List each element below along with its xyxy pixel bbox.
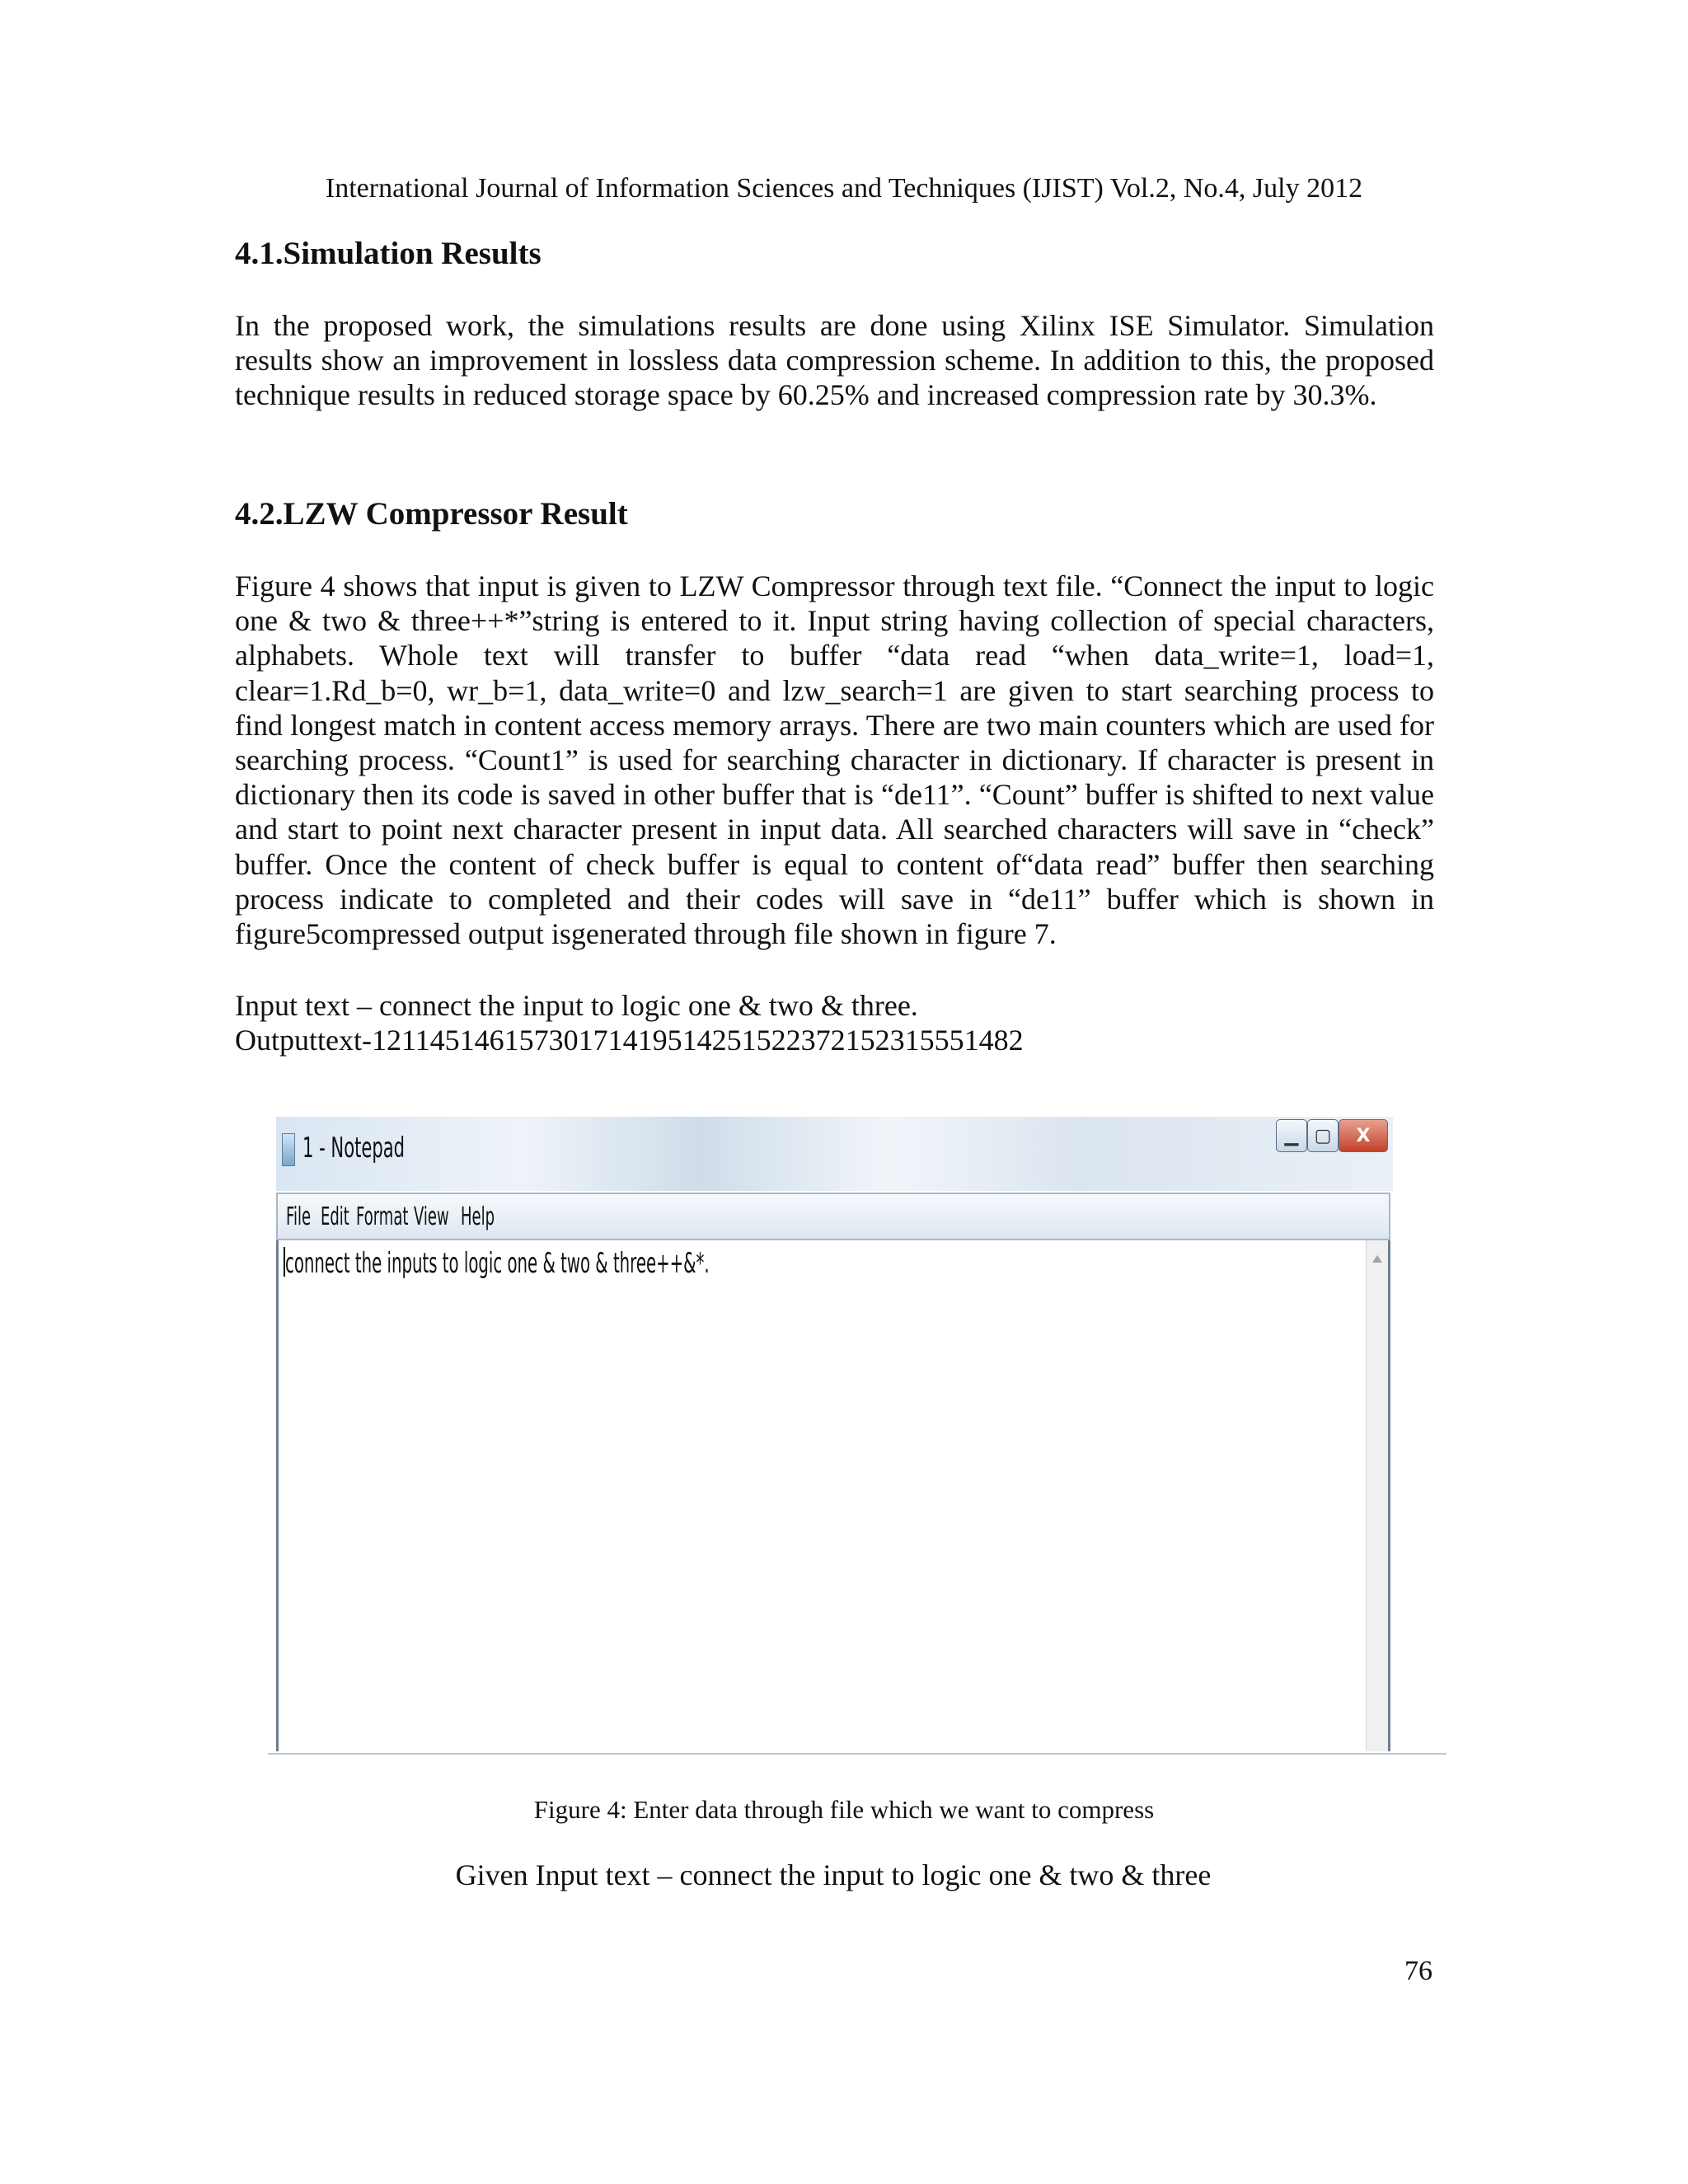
- journal-header: International Journal of Information Sciences and Techniques (IJIST) Vol.2, No.4, July 2012: [325, 173, 1363, 204]
- notepad-text-area[interactable]: [276, 1240, 1390, 1751]
- page-number: 76: [1404, 1956, 1432, 1986]
- output-text-line: Outputtext-12114514615730171419514251522372152315551482: [235, 1024, 1024, 1057]
- maximize-icon: ▢: [1314, 1125, 1332, 1146]
- notepad-window-title: 1 - Notepad: [302, 1132, 405, 1165]
- simulation-results-paragraph: In the proposed work, the simulations results are done using Xilinx ISE Simulator. Simulation results show an improvement in lossless data compression scheme. In addition to this, the proposed technique results in reduced storage space by 60.25% and increased compression rate by 30.3%.: [235, 309, 1434, 412]
- given-input-text: Given Input text – connect the input to logic one & two & three: [455, 1858, 1212, 1891]
- notepad-title-bar: [276, 1117, 1393, 1191]
- section-heading-lzw-compressor: 4.2.LZW Compressor Result: [235, 496, 628, 532]
- notepad-app-icon: [282, 1133, 295, 1166]
- minimize-button[interactable]: [1276, 1119, 1307, 1152]
- window-controls: [1276, 1119, 1390, 1152]
- menu-view[interactable]: View: [414, 1202, 449, 1231]
- close-button[interactable]: [1339, 1119, 1388, 1152]
- menu-format[interactable]: Format: [356, 1202, 409, 1231]
- menu-help[interactable]: Help: [461, 1202, 495, 1231]
- scroll-up-arrow-icon[interactable]: [1372, 1255, 1382, 1263]
- section-heading-simulation-results: 4.1.Simulation Results: [235, 236, 542, 271]
- notepad-screenshot: [276, 1117, 1393, 1751]
- figure-bottom-rule: [268, 1753, 1447, 1755]
- notepad-menu-bar: [276, 1193, 1390, 1240]
- figure-caption: Figure 4: Enter data through file which we want to compress: [533, 1795, 1155, 1824]
- vertical-scrollbar[interactable]: [1366, 1240, 1388, 1751]
- menu-edit[interactable]: Edit: [321, 1202, 349, 1231]
- minimize-icon: ▁: [1284, 1125, 1299, 1146]
- menu-file[interactable]: File: [286, 1202, 312, 1231]
- lzw-compressor-paragraph: Figure 4 shows that input is given to LZW Compressor through text file. “Connect the input to logic one & two & three++*”string is entered to it. Input string having collection of special characters, alphabets. Whole text will transfer to buffer “data read “when data_write=1, load=1, clear=1.Rd_b=0, wr_b=1, data_write=0 and lzw_search=1 are given to start searching process to find longest match in content access memory arrays. There are two main counters which are used for searching process. “Count1” is used for searching character in dictionary. If character is present in dictionary then its code is saved in other buffer that is “de11”. “Count” buffer is shifted to next value and start to point next character present in input data. All searched characters will save in “check” buffer. Once the content of check buffer is equal to content of“data read” buffer then searching process indicate to completed and their codes will save in “de11” buffer which is shown in figure5compressed output isgenerated through file shown in figure 7.: [235, 569, 1434, 951]
- maximize-button[interactable]: [1307, 1119, 1339, 1152]
- close-icon: X: [1356, 1125, 1371, 1146]
- notepad-content: connect the inputs to logic one & two & three++&*.: [285, 1247, 710, 1280]
- input-text-line: Input text – connect the input to logic one & two & three.: [235, 989, 918, 1022]
